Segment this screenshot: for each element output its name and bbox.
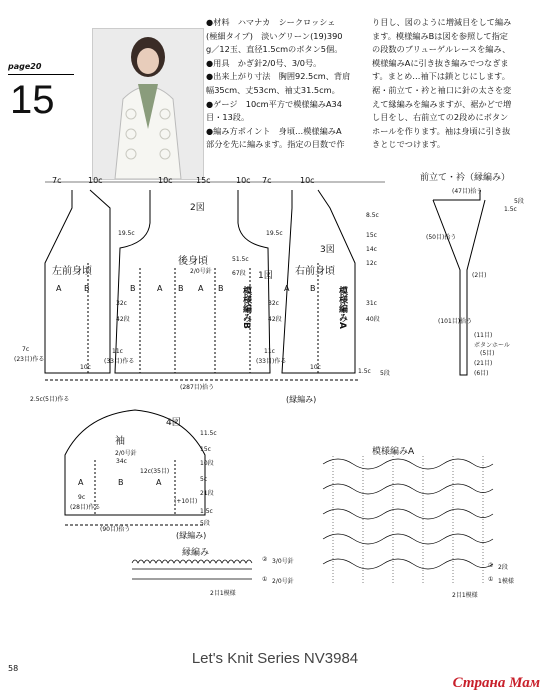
- materials-line: 目・13段。: [206, 112, 250, 123]
- placket-note-3: 5段: [514, 198, 524, 205]
- side-dim-8: 5段: [380, 370, 390, 377]
- back-outline: [115, 190, 270, 373]
- sleeve-mark-b: B: [118, 478, 124, 487]
- placket-diagram: [405, 185, 545, 385]
- sleeve-dim-r4: 5c: [200, 476, 208, 483]
- dim-10c-top: 10c: [88, 176, 103, 185]
- sleeve-plus: (+10目): [174, 498, 198, 505]
- dim-10c-bottom-right: 10c: [310, 364, 321, 371]
- edging-chart: [130, 555, 268, 590]
- placket-note-1: (47目)拾う: [452, 188, 483, 195]
- fig-3-label: 3図: [320, 245, 335, 255]
- edging-r2: ②: [262, 556, 268, 563]
- right-front-outline: [282, 190, 355, 373]
- materials-line: し目をし、右前立ての2段めにボタン: [372, 112, 509, 123]
- mark-a-left: A: [56, 284, 62, 293]
- pattern-a-row-label-2: 1模様: [498, 578, 514, 585]
- materials-line: 部分を先に編みます。指定の目数で作: [206, 139, 345, 150]
- dim-10c-top-2: 10c: [158, 176, 173, 185]
- mark-b-left: B: [84, 284, 90, 293]
- dim-19-5c: 19.5c: [118, 230, 135, 237]
- pattern-a-title: 模様編みA: [372, 447, 415, 457]
- placket-note-7: (11目): [474, 332, 493, 339]
- placket-title: 前立て・衿（縁編み）: [420, 173, 511, 183]
- pattern-a-repeat: 2目1模様: [452, 592, 478, 599]
- fig-1-label: 1図: [258, 271, 273, 281]
- fig-2-label: 2図: [190, 203, 205, 213]
- header-rule: [8, 74, 74, 75]
- right-front-label: 右前身頃: [295, 266, 335, 277]
- sleeve-dim-r6: 1.5c: [200, 508, 213, 515]
- pattern-number: 15: [10, 78, 55, 122]
- dim-23-sts: (23目)作る: [14, 356, 45, 363]
- pattern-a-c2: ②: [488, 562, 494, 569]
- placket-note-10: (21目): [474, 360, 493, 367]
- pattern-b-label: 模様編みB: [241, 286, 251, 329]
- dim-42-rows-right: 42段: [268, 316, 282, 323]
- materials-line: 幅35cm、丈53cm、袖丈31.5cm。: [206, 84, 340, 95]
- materials-line: の段数のブリューゲルレースを編み、: [372, 44, 511, 55]
- sleeve-34c: 34c: [116, 458, 127, 465]
- sleeve-dim-r2: 15c: [200, 446, 211, 453]
- pattern-a-row-label: 2段: [498, 564, 508, 571]
- placket-note-9: (5目): [480, 350, 495, 357]
- dim-15c-top: 15c: [196, 176, 211, 185]
- sleeve-dim-r7: 5段: [200, 520, 210, 527]
- materials-line: g／12玉、直径1.5cmのボタン5個。: [206, 44, 343, 55]
- dim-10c-bottom: 10c: [80, 364, 91, 371]
- dim-10c-top-3: 10c: [236, 176, 251, 185]
- mark-b-back-1: B: [130, 284, 136, 293]
- needle-note: 2/0号針: [190, 268, 212, 275]
- watermark: Страна Мам: [452, 675, 540, 691]
- materials-line: ●出来上がり寸法 胸囲92.5cm、背肩: [206, 71, 351, 82]
- mark-b-back-2: B: [178, 284, 184, 293]
- page-number: 58: [8, 664, 19, 673]
- dim-10c-top-4: 10c: [300, 176, 315, 185]
- materials-column-2: [372, 16, 511, 152]
- sleeve-mark-a-2: A: [156, 478, 162, 487]
- dim-51-5c: 51.5c: [232, 256, 249, 263]
- edging-r1: ①: [262, 576, 268, 583]
- placket-note-8: ボタンホール: [474, 342, 510, 349]
- side-dim-4: 12c: [366, 260, 377, 267]
- materials-line: 裾・前立て・衿と袖口に針の太さを変: [372, 84, 512, 95]
- series-footer: Let's Knit Series NV3984: [191, 650, 359, 667]
- dim-11c: 11c: [112, 348, 123, 355]
- dim-7c-side: 7c: [22, 346, 30, 353]
- left-front-label: 左前身頃: [52, 266, 92, 277]
- dim-42-rows: 42段: [116, 316, 130, 323]
- sleeve-dim-r5: 21段: [200, 490, 214, 497]
- pattern-a-chart: [318, 456, 496, 588]
- sleeve-mark-a-1: A: [78, 478, 84, 487]
- sleeve-28-sts: (28目)作る: [70, 504, 101, 511]
- side-dim-2: 15c: [366, 232, 377, 239]
- side-dim-7: 1.5c: [358, 368, 371, 375]
- dim-67-rows: 67段: [232, 270, 246, 277]
- left-note: 2.5c(5目)作る: [30, 396, 70, 403]
- placket-note-6: (101目)拾う: [438, 318, 473, 325]
- mark-b-back-3: B: [218, 284, 224, 293]
- materials-line: ます。模様編みBは図を参照して指定: [372, 30, 508, 41]
- materials-line: す。まとめ…袖下は鎖とじにします。: [372, 71, 510, 82]
- materials-line: ●材料 ハマナカ シークロッシェ: [206, 17, 336, 27]
- edging-title: 縁編み: [182, 548, 210, 558]
- materials-line: えて縁編みを編みますが、裾かどで増: [372, 98, 512, 109]
- placket-note-11: (6目): [474, 370, 489, 377]
- dim-33-sts: (33目)作る: [104, 358, 135, 365]
- mark-a-back-1: A: [157, 284, 163, 293]
- placket-note-5: (2目): [472, 272, 487, 279]
- placket-note-2: 1.5c: [504, 206, 517, 213]
- mark-b-right: B: [310, 284, 316, 293]
- materials-line: ●ゲージ 10cm平方で模様編みA34: [206, 98, 342, 109]
- side-dim-6: 40段: [366, 316, 380, 323]
- sleeve-bottom: (90目)拾う: [100, 526, 131, 533]
- materials-line: ●編み方ポイント 身頃…模様編みA: [206, 125, 342, 136]
- materials-column-1: [206, 16, 350, 152]
- materials-line: り目し、図のように増減目をして編み: [372, 17, 512, 27]
- pattern-a-label: 模様編みA: [337, 286, 347, 329]
- side-dim-1: 8.5c: [366, 212, 379, 219]
- dim-7c-top-2: 7c: [262, 176, 272, 185]
- mark-a-right: A: [284, 284, 290, 293]
- edging-repeat: 2目1模様: [210, 590, 236, 597]
- sleeve-edging: (縁編み): [176, 531, 207, 540]
- total-sts: (287目)拾う: [180, 384, 215, 391]
- dim-33-sts-right: (33目)作る: [256, 358, 287, 365]
- sleeve-label: 袖: [115, 436, 125, 447]
- sleeve-needle: 2/0号針: [115, 450, 137, 457]
- pattern-a-c1: ①: [488, 576, 494, 583]
- dim-11c-right: 11c: [264, 348, 275, 355]
- dim-7c-top: 7c: [52, 176, 62, 185]
- side-dim-5: 31c: [366, 300, 377, 307]
- materials-line: きとじでつけます。: [372, 139, 446, 150]
- dim-19-5c-right: 19.5c: [266, 230, 283, 237]
- materials-line: 模様編みAに引き抜き編みでつなぎま: [372, 57, 509, 68]
- sleeve-dim-r3: 10段: [200, 460, 214, 467]
- back-label: 後身頃: [178, 256, 208, 267]
- side-dim-3: 14c: [366, 246, 377, 253]
- materials-line: ホールを作ります。袖は身頃に引き抜: [372, 125, 511, 136]
- edging-n2: 2/0号針: [272, 578, 294, 585]
- placket-note-4: (50目)拾う: [426, 234, 457, 241]
- dim-32c-right: 32c: [268, 300, 279, 307]
- page-label: page20: [8, 62, 42, 71]
- materials-line: (極細タイプ) 淡いグリーン(19)390: [206, 30, 343, 41]
- sleeve-dim-r1: 11.5c: [200, 430, 217, 437]
- model-photo: [92, 28, 204, 180]
- edging-n1: 3/0号針: [272, 558, 294, 565]
- materials-line: ●用具 かぎ針2/0号、3/0号。: [206, 57, 322, 68]
- mark-a-back-2: A: [198, 284, 204, 293]
- sleeve-fig-label: 4図: [166, 418, 181, 428]
- edging-note: (縁編み): [286, 395, 317, 404]
- sleeve-12c: 12c(35目): [140, 468, 170, 475]
- left-front-outline: [45, 190, 110, 373]
- dim-32c: 32c: [116, 300, 127, 307]
- sleeve-9c: 9c: [78, 494, 86, 501]
